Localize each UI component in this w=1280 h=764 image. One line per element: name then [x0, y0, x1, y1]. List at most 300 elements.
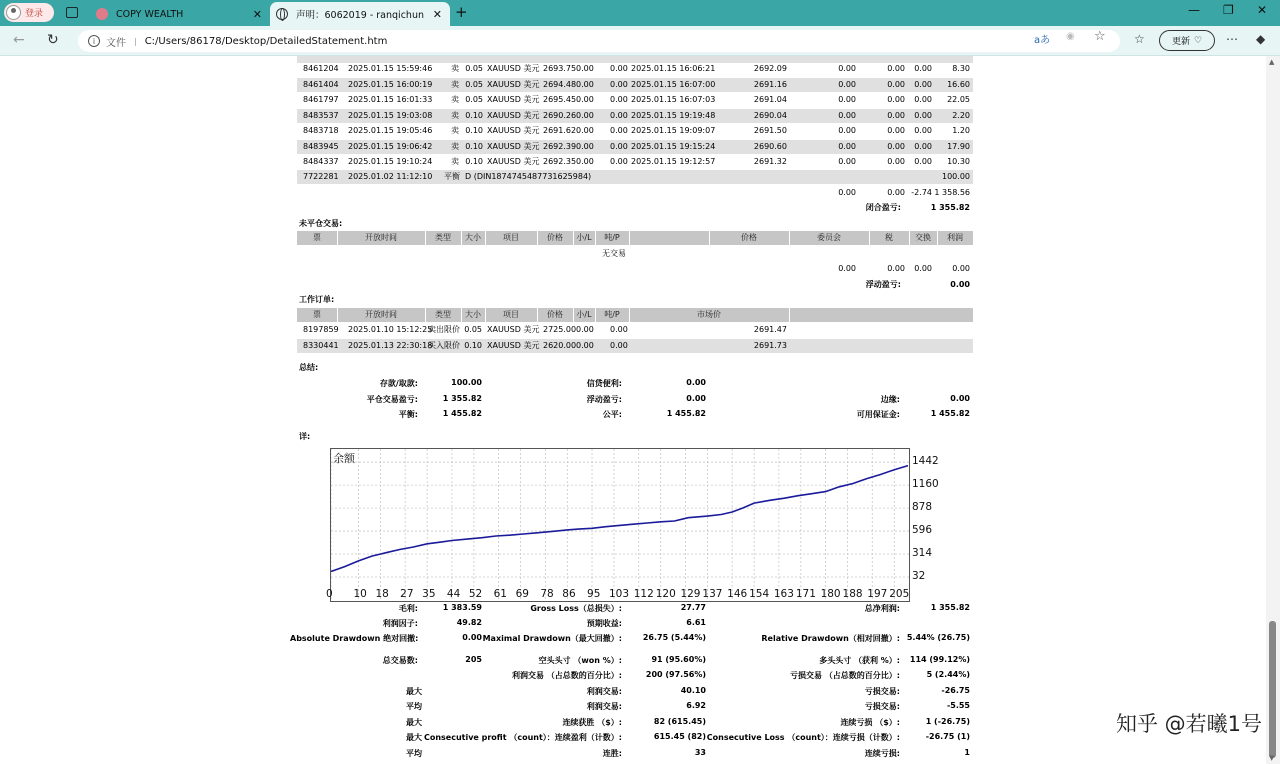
tab-copy-wealth[interactable] [88, 2, 270, 26]
cell-item: XAUUSD 美元 [487, 126, 540, 135]
balance-series-line [331, 466, 908, 572]
table-row [297, 109, 973, 123]
header-separator [537, 231, 538, 245]
profile-label: 登录 [25, 9, 44, 19]
address-bar [0, 26, 1280, 56]
header-cell: 大小 [465, 310, 481, 319]
expected-payoff-label: 预期收益: [586, 619, 622, 628]
balance-ticket: 7722281 [303, 172, 339, 181]
closed-pl-row [297, 201, 973, 215]
cell-profit: 10.30 [947, 157, 970, 166]
tab-actions-icon[interactable] [66, 7, 78, 18]
header-cell: 吨/P [604, 310, 620, 319]
favicon-icon [96, 8, 108, 20]
details-title: 详: [299, 432, 311, 441]
scroll-down-icon[interactable]: ▼ [1269, 754, 1275, 762]
browser-tab-bar [0, 0, 1280, 26]
average-label: 平均 [406, 702, 422, 711]
balance-value: 1 455.82 [442, 409, 482, 418]
header-separator [909, 231, 910, 245]
cell-ticket: 8483945 [303, 141, 339, 151]
cell-close-price: 2691.04 [753, 95, 787, 104]
order-cell-item: XAUUSD 美元 [487, 325, 540, 334]
header-separator [937, 231, 938, 245]
gross-loss-label: Gross Loss（总损失）: [530, 604, 622, 613]
header-cell: 小/L [576, 310, 592, 319]
x-tick-label: 44 [446, 588, 461, 600]
header-cell: 开放时间 [365, 310, 397, 319]
x-tick-label: 27 [400, 588, 414, 600]
closed-pl-value: 1 355.82 [930, 203, 970, 212]
cell-close-price: 2692.09 [753, 64, 787, 73]
cell-tp: 0.00 [610, 110, 628, 120]
x-tick-label: 112 [633, 588, 654, 600]
favorites-icon[interactable]: ☆ [1134, 32, 1145, 46]
cell-close-price: 2690.60 [753, 141, 787, 151]
consecutive-profit-value: 615.45 (82) [653, 732, 706, 741]
cell-sl: 0.00 [576, 157, 594, 166]
closed-pl-label: 闭合盈亏: [865, 203, 901, 212]
header-cell: 价格 [547, 233, 563, 242]
x-tick-label: 146 [727, 588, 748, 600]
loss-trades-value: 5 (2.44%) [926, 670, 970, 679]
cell-taxes: 0.00 [887, 126, 905, 135]
cell-commission: 0.00 [838, 79, 856, 89]
scroll-thumb[interactable] [1269, 621, 1276, 758]
consecutive-loss-label: Consecutive Loss （count）：连续亏损（计数）: [706, 733, 900, 742]
closed-pl-summary-value: 1 355.82 [442, 394, 482, 403]
cell-sl: 0.00 [576, 64, 594, 73]
cell-tp: 0.00 [610, 126, 628, 135]
statement-page [0, 56, 1266, 764]
profile-button[interactable] [4, 3, 54, 22]
avg-losses-label: 连续亏损: [864, 749, 900, 758]
globe-icon [276, 8, 288, 20]
cell-price: 2692.35 [543, 157, 577, 166]
relative-drawdown-value: 5.44% (26.75) [906, 633, 970, 642]
absolute-drawdown-label: Absolute Drawdown 绝对回撤: [290, 634, 419, 643]
cell-profit: 1.20 [952, 126, 970, 135]
working-orders-title: 工作订单: [299, 295, 335, 304]
header-separator [485, 231, 486, 245]
avatar-icon [6, 5, 21, 20]
cell-open-time: 2025.01.15 15:59:46 [348, 64, 433, 73]
header-cell: 利润 [947, 233, 963, 242]
cell-profit: 2.20 [952, 110, 970, 120]
header-cell: 票 [313, 310, 321, 319]
deposit-value: 100.00 [451, 378, 482, 387]
cell-size: 0.05 [465, 95, 483, 104]
cell-commission: 0.00 [838, 157, 856, 166]
maximal-label: 最大 [406, 733, 422, 742]
order-cell-time: 2025.01.13 22:30:18 [348, 340, 433, 350]
cell-sl: 0.00 [576, 126, 594, 135]
orders-header [297, 308, 973, 322]
cell-swap: 0.00 [914, 79, 932, 89]
header-cell: 小/L [576, 233, 592, 242]
header-separator [461, 231, 462, 245]
x-tick-label: 120 [655, 588, 676, 600]
cell-ticket: 8461404 [303, 79, 339, 89]
cell-item: XAUUSD 美元 [487, 64, 540, 73]
cell-swap: 0.00 [914, 110, 932, 120]
cell-tp: 0.00 [610, 95, 628, 104]
cell-close-price: 2690.04 [753, 110, 787, 120]
cell-price: 2690.26 [543, 110, 577, 120]
header-separator [709, 231, 710, 245]
margin-label: 边缘: [880, 395, 900, 404]
maximum-label: 最大 [406, 718, 422, 727]
x-tick-label: 95 [587, 588, 601, 600]
x-tick-label: 35 [422, 588, 436, 600]
average-loss-value: -5.55 [946, 701, 970, 710]
balance-type: 平衡 [444, 172, 460, 181]
cell-profit: 17.90 [947, 141, 970, 151]
cell-type: 卖 [451, 64, 459, 73]
cell-type: 卖 [451, 110, 459, 120]
header-separator [425, 231, 426, 245]
average-profit-value: 6.92 [686, 701, 706, 710]
free-margin-value: 1 455.82 [930, 409, 970, 418]
cell-open-time: 2025.01.15 19:05:46 [348, 126, 433, 135]
update-button[interactable] [1159, 30, 1215, 51]
open-trades-header [297, 231, 973, 245]
consecutive-profit-label: Consecutive profit （count）：连续盈利（计数）: [423, 733, 622, 742]
header-cell: 交换 [915, 233, 931, 242]
new-tab-icon[interactable]: + [455, 3, 468, 21]
header-separator [595, 308, 596, 322]
x-tick-label: 103 [609, 588, 630, 600]
cell-ticket: 8461204 [303, 64, 339, 73]
no-trades-text: 无交易 [602, 249, 626, 258]
window-close-icon[interactable]: ✕ [1257, 3, 1268, 17]
open-total-profit: 0.00 [952, 264, 970, 273]
balance-chart [330, 448, 910, 602]
y-tick-label: 314 [912, 547, 933, 560]
watermark: 知乎 @若曦1号 [1116, 712, 1263, 736]
cell-open-time: 2025.01.15 19:03:08 [348, 110, 433, 120]
x-tick-label: 154 [749, 588, 770, 600]
cell-commission: 0.00 [838, 64, 856, 73]
scrollbar[interactable] [1266, 56, 1280, 764]
table-row [297, 155, 973, 169]
float-summary-value: 0.00 [686, 394, 706, 403]
x-tick-label: 0 [326, 588, 333, 600]
cell-item: XAUUSD 美元 [487, 157, 540, 166]
profit-factor-label: 利润因子: [382, 619, 418, 628]
avg-consecutive-label: 平均 [406, 749, 422, 758]
order-cell-type: 买入限价 [428, 340, 460, 350]
close-icon[interactable]: ✕ [432, 7, 442, 21]
order-cell-market: 2691.73 [753, 340, 787, 350]
balance-label: 平衡: [398, 410, 418, 419]
header-cell: 项目 [503, 310, 519, 319]
cell-swap: 0.00 [914, 126, 932, 135]
cell-commission: 0.00 [838, 95, 856, 104]
open-trades-title: 未平仓交易: [299, 219, 343, 228]
balance-desc: D (DIN1874745487731625984) [465, 172, 592, 181]
cell-sl: 0.00 [576, 110, 594, 120]
cell-taxes: 0.00 [887, 79, 905, 89]
x-tick-label: 137 [702, 588, 723, 600]
cell-close-time: 2025.01.15 16:07:03 [631, 95, 716, 104]
balance-amount: 100.00 [942, 172, 970, 181]
float-summary-label: 浮动盈亏: [586, 395, 622, 404]
cell-price: 2694.48 [543, 79, 577, 89]
header-separator [629, 308, 630, 322]
total-swap: -2.74 [911, 188, 932, 197]
cell-size: 0.10 [465, 157, 483, 166]
update-icon: ♡ [1193, 35, 1203, 46]
tab-title: 声明：6062019 - ranqichun [296, 10, 424, 21]
header-separator [573, 308, 574, 322]
tab-title: COPY WEALTH [116, 8, 184, 20]
header-cell: 开放时间 [365, 233, 397, 242]
cell-ticket: 8483537 [303, 110, 339, 120]
header-separator [869, 231, 870, 245]
order-cell-item: XAUUSD 美元 [487, 340, 540, 350]
update-label: 更新 [1171, 37, 1190, 47]
more-icon[interactable]: ⋯ [1226, 32, 1238, 46]
cell-close-price: 2691.50 [753, 126, 787, 135]
largest-label: 最大 [406, 687, 422, 696]
x-tick-label: 61 [493, 588, 507, 600]
balance-chart-svg [331, 449, 909, 601]
scroll-up-icon[interactable]: ▲ [1269, 58, 1275, 66]
largest-loss-value: -26.75 [941, 686, 970, 695]
close-icon[interactable]: ✕ [252, 7, 262, 21]
floating-pl-row [297, 278, 973, 292]
consecutive-wins-value: 82 (615.45) [653, 717, 706, 726]
equity-value: 1 455.82 [666, 409, 706, 418]
copilot-icon[interactable]: ◆ [1256, 32, 1266, 46]
x-tick-label: 10 [353, 588, 367, 600]
cell-price: 2691.62 [543, 126, 577, 135]
cell-taxes: 0.00 [887, 141, 905, 151]
cell-profit: 8.30 [952, 64, 970, 73]
header-cell: 市场价 [697, 310, 721, 319]
order-cell-sl: 0.00 [576, 340, 594, 350]
refresh-icon[interactable]: ↻ [47, 32, 59, 48]
cell-size: 0.05 [465, 64, 483, 73]
read-aloud-icon[interactable]: aあ [1034, 35, 1051, 46]
header-cell: 项目 [503, 233, 519, 242]
info-icon[interactable]: i [88, 35, 100, 47]
x-tick-label: 197 [867, 588, 888, 600]
consecutive-losses-value: 1 (-26.75) [925, 717, 970, 726]
consecutive-loss-value: -26.75 (1) [925, 732, 970, 741]
credit-label: 信贷便利: [586, 379, 622, 388]
cell-swap: 0.00 [914, 157, 932, 166]
cell-sl: 0.00 [576, 79, 594, 89]
open-totals-row [297, 262, 973, 276]
cell-sl: 0.00 [576, 141, 594, 151]
tab-statement[interactable] [270, 2, 450, 26]
closed-totals-row [297, 186, 973, 200]
cell-item: XAUUSD 美元 [487, 110, 540, 120]
long-positions-value: 114 (99.12%) [909, 655, 970, 664]
open-total-commission: 0.00 [838, 264, 856, 273]
absolute-drawdown-value: 0.00 [462, 633, 482, 642]
gross-loss-value: 27.77 [680, 603, 706, 612]
header-cell: 价格 [741, 233, 757, 242]
cell-profit: 22.05 [947, 95, 970, 104]
order-cell-price: 2620.00 [543, 340, 577, 350]
x-tick-label: 78 [540, 588, 554, 600]
cell-type: 卖 [451, 79, 459, 89]
order-cell-size: 0.05 [464, 325, 482, 334]
loss-trades-label: 亏损交易 （占总数的百分比）: [790, 671, 900, 680]
favorite-star-icon[interactable]: ☆ [1094, 29, 1106, 44]
cell-type: 卖 [451, 126, 459, 135]
profit-factor-value: 49.82 [456, 618, 482, 627]
avg-losses-value: 1 [964, 748, 970, 757]
net-profit-label: 总净利润: [864, 604, 900, 613]
table-row [297, 78, 973, 92]
total-profit: 1 358.56 [934, 188, 970, 197]
cell-sl: 0.00 [576, 95, 594, 104]
minimize-icon[interactable]: — [1188, 3, 1200, 17]
order-cell-size: 0.10 [464, 340, 482, 350]
no-trades-row [297, 247, 973, 261]
table-row [297, 62, 973, 76]
average-loss-label: 亏损交易: [864, 702, 900, 711]
order-row [297, 323, 973, 337]
maximal-drawdown-value: 26.75 (5.44%) [642, 633, 706, 642]
url-text[interactable]: C:/Users/86178/Desktop/DetailedStatement.htm [144, 35, 388, 47]
x-tick-label: 171 [795, 588, 816, 600]
header-separator [789, 231, 790, 245]
cell-ticket: 8461797 [303, 95, 339, 104]
x-tick-label: 18 [375, 588, 389, 600]
url-scheme-label: 文件 [106, 37, 126, 49]
floating-pl-value: 0.00 [950, 280, 970, 289]
cell-tp: 0.00 [610, 79, 628, 89]
x-tick-label: 163 [773, 588, 794, 600]
cell-swap: 0.00 [914, 141, 932, 151]
header-separator [573, 231, 574, 245]
y-tick-label: 32 [912, 570, 926, 582]
cell-swap: 0.00 [914, 64, 932, 73]
cell-open-time: 2025.01.15 16:00:19 [348, 79, 433, 89]
header-cell: 类型 [435, 310, 451, 319]
consecutive-losses-label: 连续亏损 （$）: [840, 718, 900, 727]
cell-ticket: 8483718 [303, 126, 339, 135]
x-tick-label: 86 [562, 588, 576, 600]
header-separator [461, 308, 462, 322]
largest-profit-value: 40.10 [680, 686, 706, 695]
cell-commission: 0.00 [838, 141, 856, 151]
order-cell-market: 2691.47 [753, 325, 787, 334]
cell-item: XAUUSD 美元 [487, 141, 540, 151]
free-margin-label: 可用保证金: [856, 410, 900, 419]
header-cell: 大小 [465, 233, 481, 242]
header-separator [595, 231, 596, 245]
cell-close-price: 2691.32 [753, 157, 787, 166]
open-total-taxes: 0.00 [887, 264, 905, 273]
header-cell: 委员会 [817, 233, 841, 242]
x-tick-label: 52 [468, 588, 483, 600]
header-separator [789, 308, 790, 322]
cell-size: 0.10 [465, 141, 483, 151]
order-cell-ticket: 8330441 [303, 340, 339, 350]
average-profit-label: 利润交易: [586, 702, 622, 711]
extension-icon[interactable]: ◉ [1066, 31, 1075, 42]
x-tick-label: 129 [680, 588, 701, 600]
cell-size: 0.05 [465, 79, 483, 89]
y-tick-label: 596 [912, 524, 933, 537]
largest-profit-label: 利润交易: [586, 687, 622, 696]
equity-label: 公平: [602, 410, 622, 419]
x-tick-label: 188 [842, 588, 863, 600]
x-tick-label: 180 [820, 588, 841, 600]
cell-swap: 0.00 [914, 95, 932, 104]
cell-taxes: 0.00 [887, 157, 905, 166]
cell-close-time: 2025.01.15 19:15:24 [631, 141, 716, 151]
x-tick-label: 69 [515, 588, 529, 600]
cell-tp: 0.00 [610, 157, 628, 166]
cell-item: XAUUSD 美元 [487, 95, 540, 104]
cell-ticket: 8484337 [303, 157, 339, 166]
header-separator [537, 308, 538, 322]
avg-wins-value: 33 [694, 748, 706, 757]
cell-commission: 0.00 [838, 126, 856, 135]
table-row [297, 124, 973, 138]
total-trades-label: 总交易数: [382, 656, 418, 665]
y-tick-label: 1160 [912, 478, 939, 491]
cell-profit: 16.60 [947, 79, 970, 89]
total-commission: 0.00 [838, 188, 856, 197]
y-tick-label: 878 [912, 501, 933, 514]
gross-profit-value: 1 383.59 [442, 603, 482, 612]
cell-price: 2695.45 [543, 95, 577, 104]
gross-profit-label: 毛利: [398, 604, 418, 613]
header-separator [337, 308, 338, 322]
closed-pl-summary-label: 平仓交易盈亏: [366, 395, 418, 404]
summary-title: 总结: [299, 363, 319, 372]
cell-size: 0.10 [465, 110, 483, 120]
order-cell-type: 卖出限价 [428, 325, 460, 334]
cell-commission: 0.00 [838, 110, 856, 120]
x-tick-label: 205 [889, 588, 910, 600]
back-icon[interactable]: ← [13, 32, 25, 48]
restore-icon[interactable]: ❐ [1223, 3, 1234, 17]
floating-pl-label: 浮动盈亏: [865, 280, 901, 289]
total-trades-value: 205 [465, 655, 482, 664]
cell-taxes: 0.00 [887, 95, 905, 104]
y-tick-label: 1442 [912, 455, 939, 468]
avg-wins-label: 连胜: [602, 749, 622, 758]
net-profit-value: 1 355.82 [930, 603, 970, 612]
order-cell-sl: 0.00 [576, 325, 594, 334]
consecutive-wins-label: 连续获胜 （$）: [562, 718, 622, 727]
cell-type: 卖 [451, 157, 459, 166]
cell-close-time: 2025.01.15 19:12:57 [631, 157, 716, 166]
expected-payoff-value: 6.61 [686, 618, 706, 627]
chart-title: 余额 [333, 452, 355, 465]
cell-open-time: 2025.01.15 19:10:24 [348, 157, 433, 166]
order-cell-tp: 0.00 [610, 325, 628, 334]
table-row [297, 140, 973, 154]
url-field[interactable]: i 文件 | C:/Users/86178/Desktop/DetailedStatement.htm [78, 30, 1120, 52]
cell-open-time: 2025.01.15 19:06:42 [348, 141, 433, 151]
cell-item: XAUUSD 美元 [487, 79, 540, 89]
profit-trades-value: 200 (97.56%) [645, 670, 706, 679]
relative-drawdown-label: Relative Drawdown（相对回撤）: [761, 634, 900, 643]
cell-close-time: 2025.01.15 19:19:48 [631, 110, 716, 120]
cell-tp: 0.00 [610, 64, 628, 73]
header-separator [629, 231, 630, 245]
